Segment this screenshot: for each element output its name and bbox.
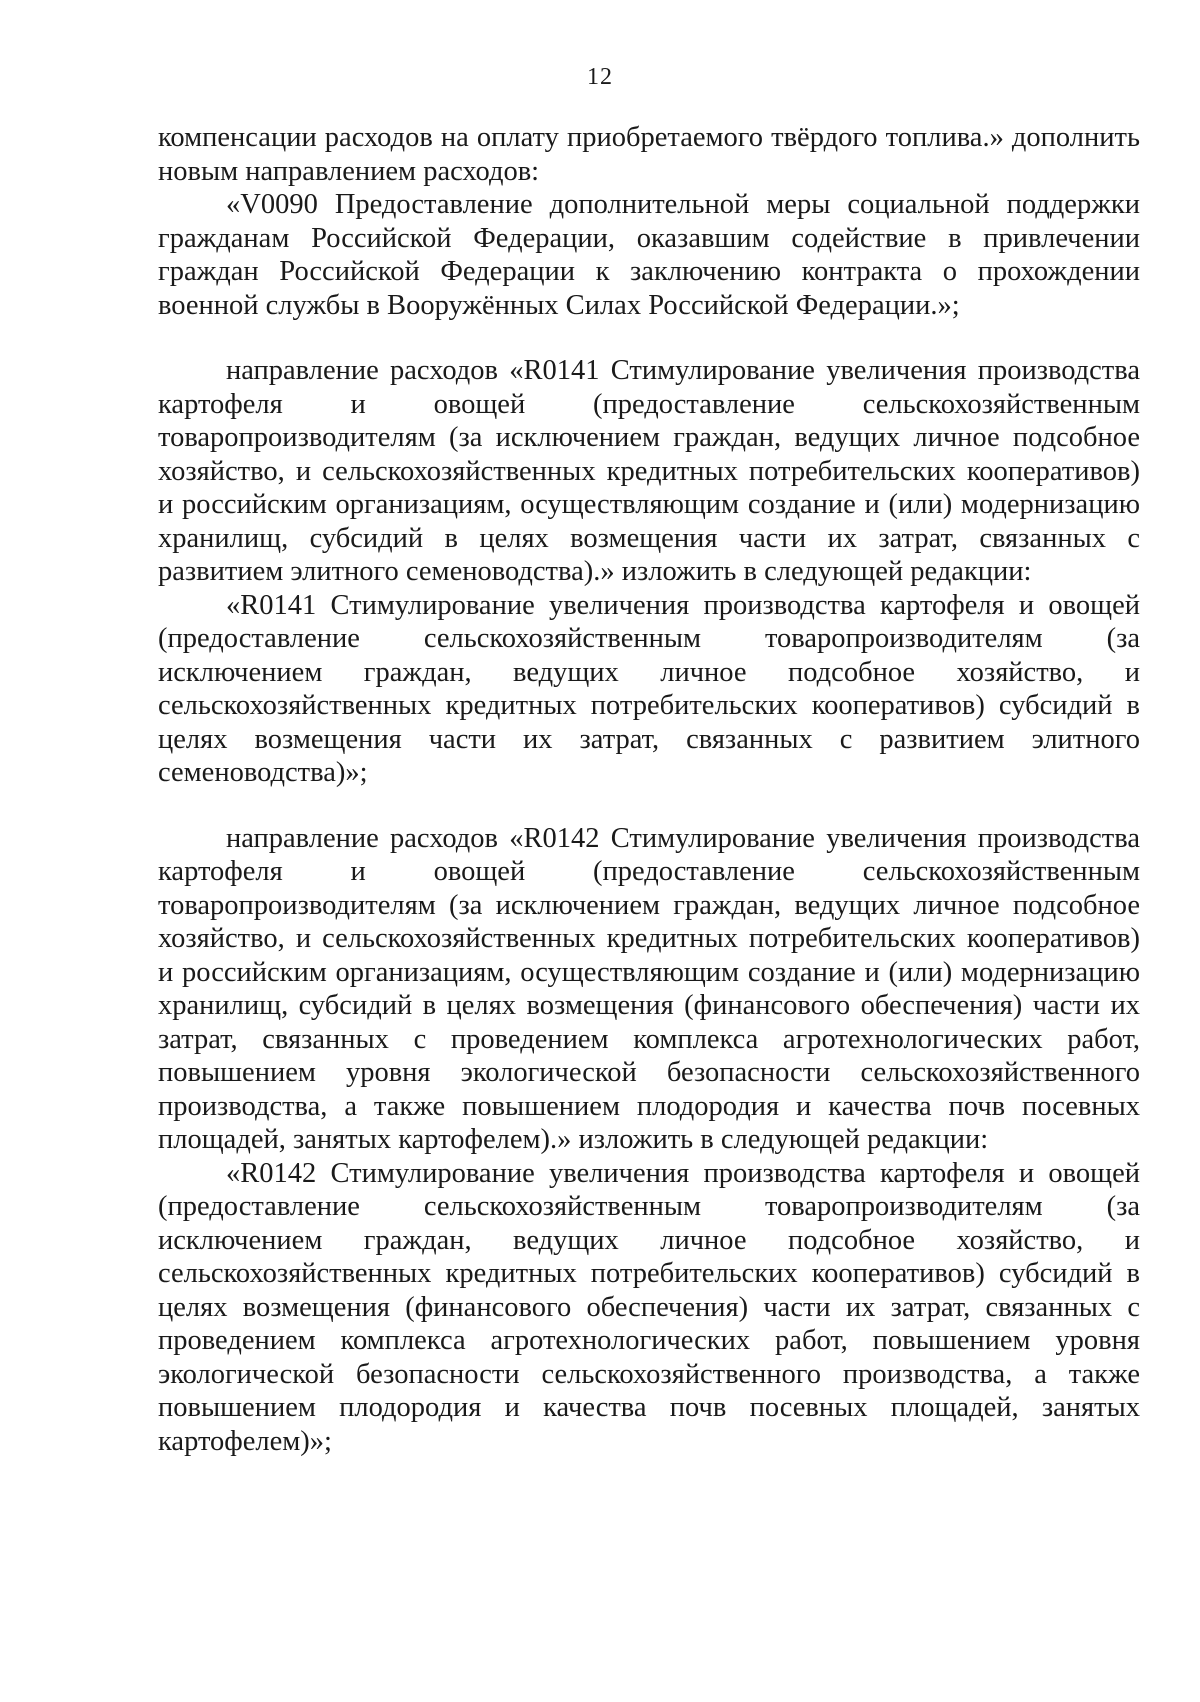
paragraph-v0090: «V0090 Предоставление дополнительной меры социальной поддержки гражданам Российской Федерации, оказавшим содействие в привлечении граждан Российской Федерации к заключению контракта о прохождении военной службы в Вооружённых Силах Российской Федерации.»; [158, 189, 1140, 321]
paragraph-r0141-direction: направление расходов «R0141 Стимулирование увеличения производства картофеля и овощей (предоставление сельскохозяйственным товаропроизводителям (за исключением граждан, ведущих личное подсобное хозяйство, и сельскохозяйственных кредитных потребительских кооперативов) и российским организациям, осуществляющим создание и (или) модернизацию хранилищ, субсидий в целях возмещения части их затрат, связанных с развитием элитного семеноводства).» изложить в следующей редакции: [158, 355, 1140, 587]
paragraph-r0141-new-wording: «R0141 Стимулирование увеличения производства картофеля и овощей (предоставление сельскохозяйственным товаропроизводителям (за исключением граждан, ведущих личное подсобное хозяйство, и сельскохозяйственных кредитных потребительских кооперативов) субсидий в целях возмещения части их затрат, связанных с развитием элитного семеноводства)»; [158, 589, 1140, 788]
paragraph-r0142-direction: направление расходов «R0142 Стимулирование увеличения производства картофеля и овощей (предоставление сельскохозяйственным товаропроизводителям (за исключением граждан, ведущих личное подсобное хозяйство, и сельскохозяйственных кредитных потребительских кооперативов) и российским организациям, осуществляющим создание и (или) модернизацию хранилищ, субсидий в целях возмещения (финансового обеспечения) части их затрат, связанных с проведением комплекса агротехнологических работ, повышением уровня экологической безопасности сельскохозяйственного производства, а также повышением плодородия и качества почв посевных площадей, занятых картофелем).» изложить в следующей редакции: [158, 822, 1140, 1155]
document-body [158, 121, 1140, 1458]
paragraph-continuation: компенсации расходов на оплату приобретаемого твёрдого топлива.» дополнить новым направлением расходов: [158, 122, 1140, 187]
page-number: 12 [587, 64, 613, 90]
paragraph-r0142-new-wording: «R0142 Стимулирование увеличения производства картофеля и овощей (предоставление сельскохозяйственным товаропроизводителям (за исключением граждан, ведущих личное подсобное хозяйство, и сельскохозяйственных кредитных потребительских кооперативов) субсидий в целях возмещения (финансового обеспечения) части их затрат, связанных с проведением комплекса агротехнологических работ, повышением уровня экологической безопасности сельскохозяйственного производства, а также повышением плодородия и качества почв посевных площадей, занятых картофелем)»; [158, 1157, 1140, 1457]
